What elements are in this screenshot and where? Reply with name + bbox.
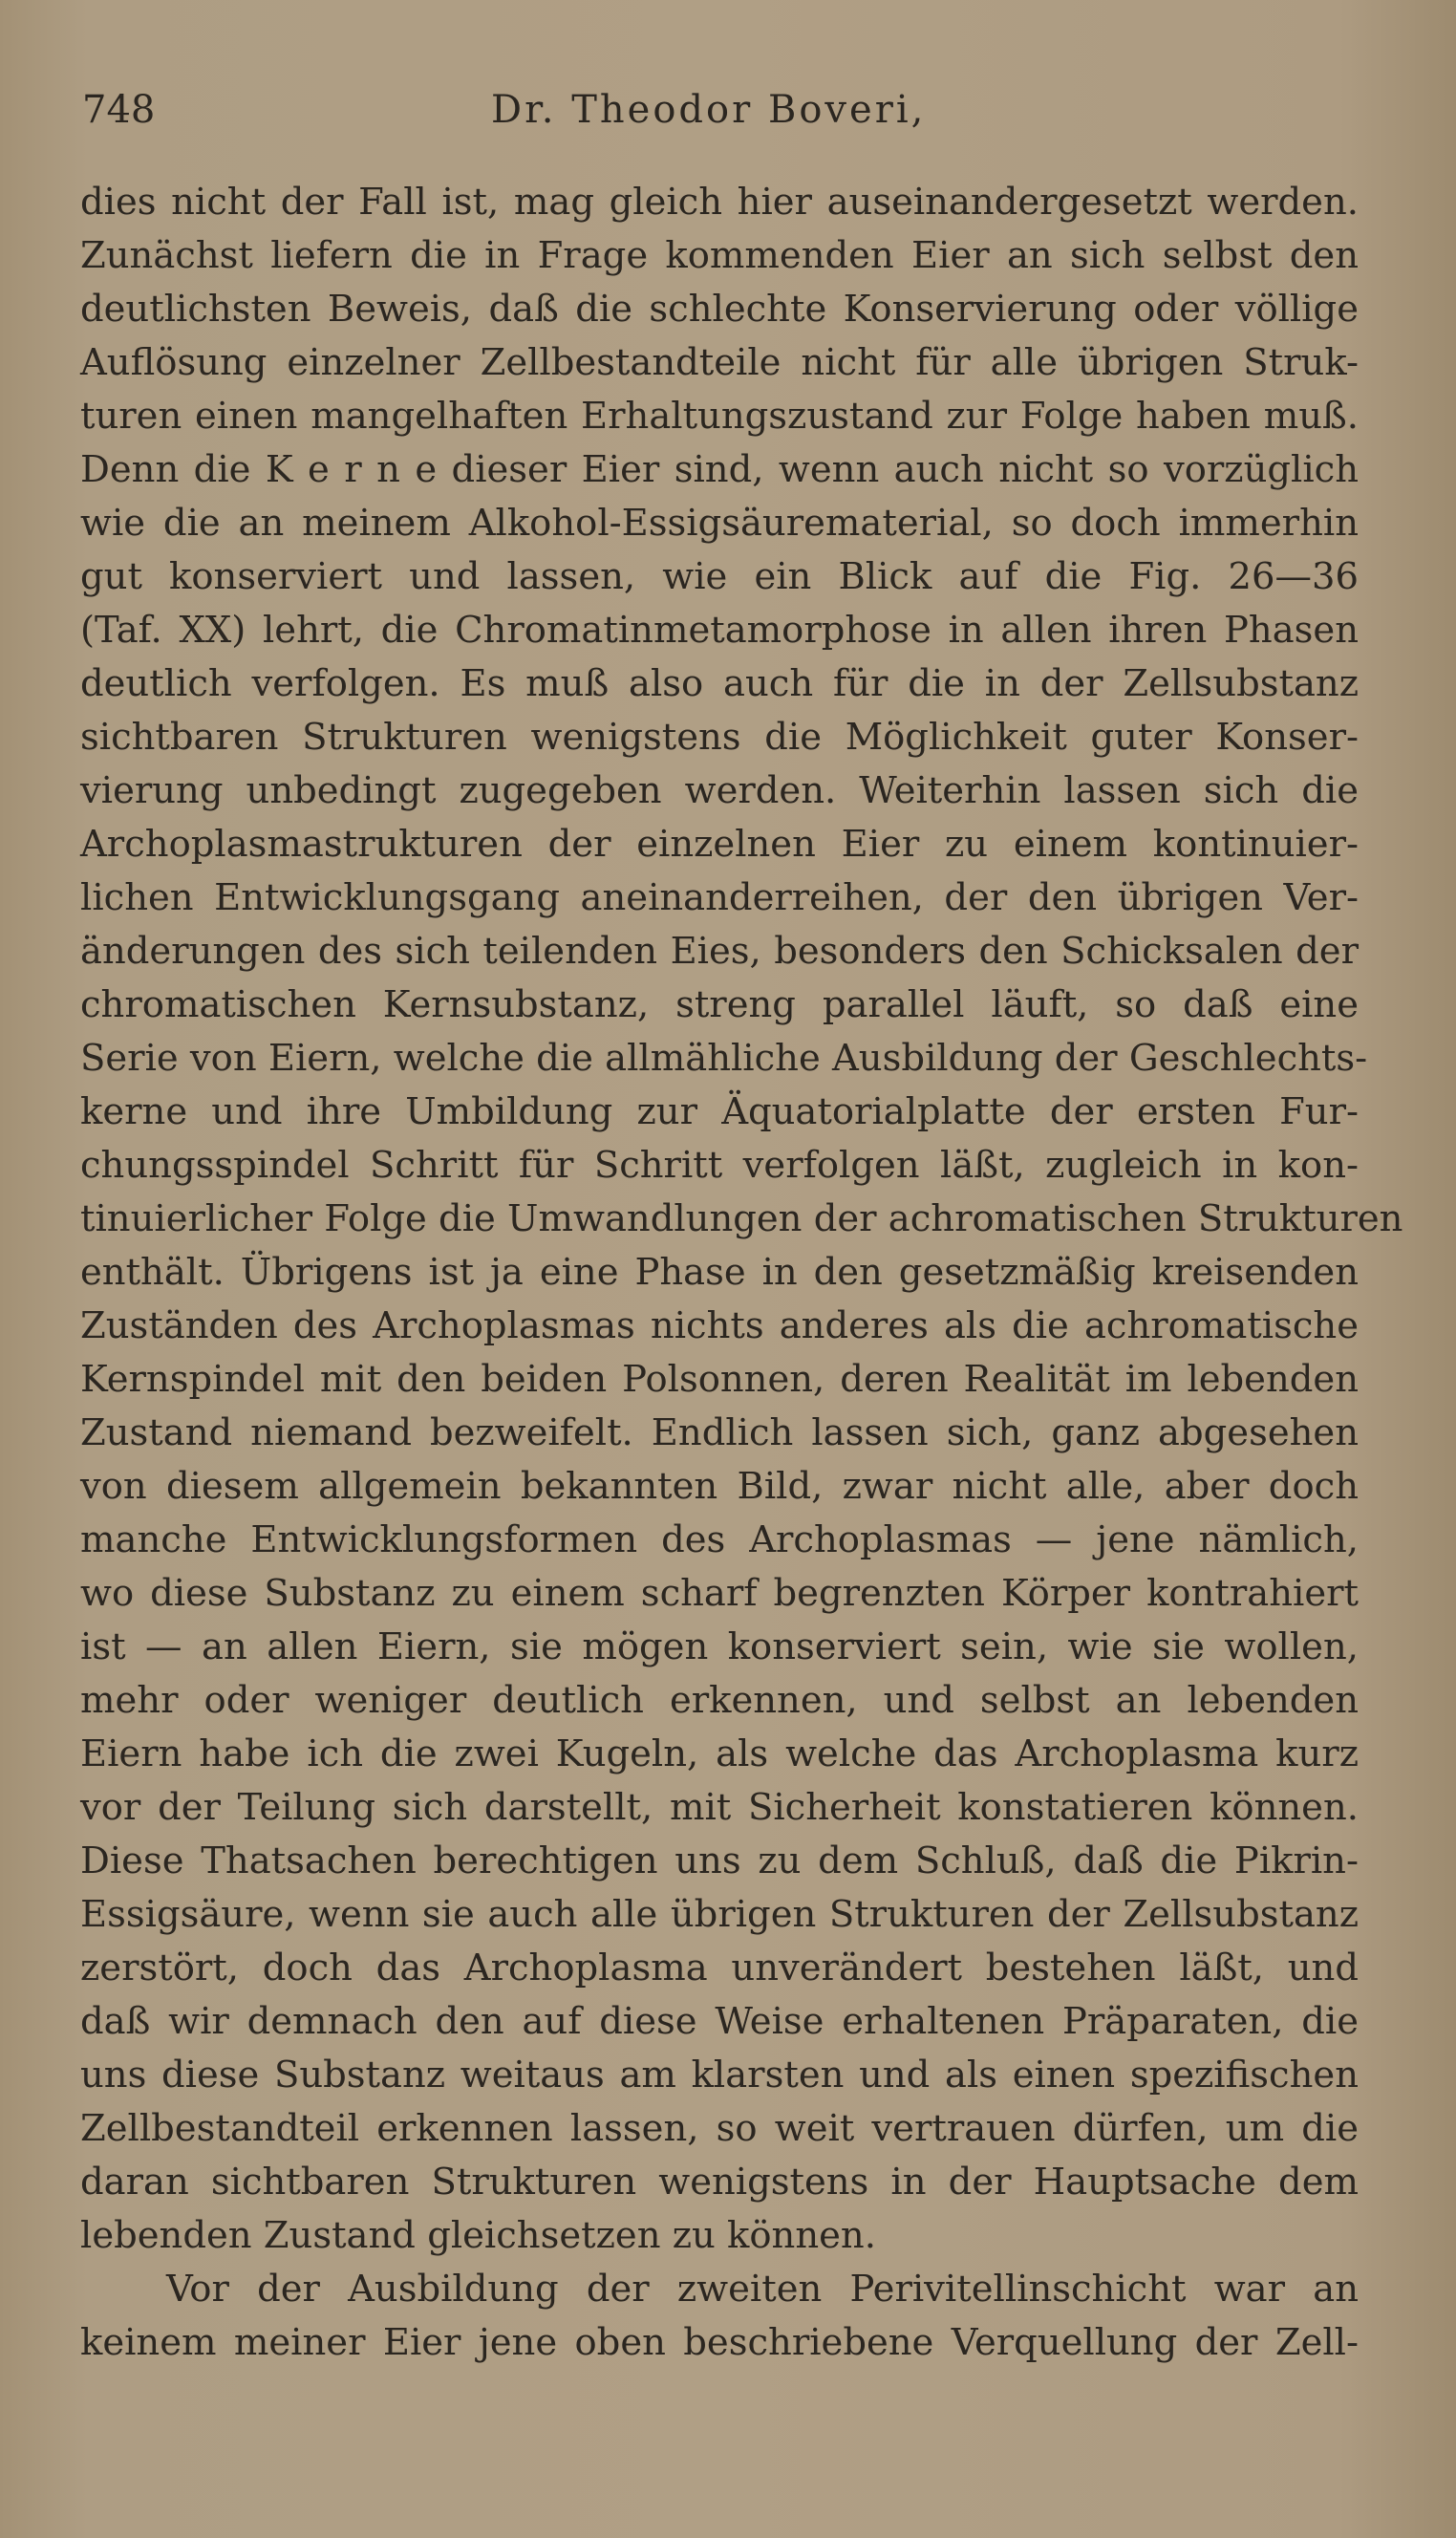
text-line: dies nicht der Fall ist, mag gleich hier auseinandergesetzt werden. <box>80 181 1359 224</box>
text-line: enthält. Übrigens ist ja eine Phase in den gesetzmäßig kreisenden <box>80 1251 1359 1294</box>
text-line: wie die an meinem Alkohol-Essigsäurematerial, so doch immerhin <box>80 502 1359 545</box>
text-line: lichen Entwicklungsgang aneinanderreihen, der den übrigen Ver- <box>80 876 1359 919</box>
text-line: Diese Thatsachen berechtigen uns zu dem Schluß, daß die Pikrin- <box>80 1839 1359 1882</box>
text-line: Kernspindel mit den beiden Polsonnen, deren Realität im lebenden <box>80 1358 1359 1401</box>
text-line: manche Entwicklungsformen des Archoplasmas — jene nämlich, <box>80 1518 1359 1561</box>
text-line: wo diese Substanz zu einem scharf begrenzten Körper kontrahiert <box>80 1572 1359 1615</box>
text-line: (Taf. XX) lehrt, die Chromatinmetamorphose in allen ihren Phasen <box>80 609 1359 652</box>
text-line: von diesem allgemein bekannten Bild, zwar nicht alle, aber doch <box>80 1465 1359 1508</box>
text-line: vor der Teilung sich darstellt, mit Sicherheit konstatieren können. <box>80 1786 1359 1829</box>
text-line: Eiern habe ich die zwei Kugeln, als welche das Archoplasma kurz <box>80 1732 1359 1775</box>
text-line: zerstört, doch das Archoplasma unverändert bestehen läßt, und <box>80 1947 1359 1990</box>
text-line: vierung unbedingt zugegeben werden. Weiterhin lassen sich die <box>80 769 1359 812</box>
text-line: ist — an allen Eiern, sie mögen konserviert sein, wie sie wollen, <box>80 1625 1359 1668</box>
text-line: chungsspindel Schritt für Schritt verfolgen läßt, zugleich in kon- <box>80 1144 1359 1187</box>
text-line: Auflösung einzelner Zellbestandteile nicht für alle übrigen Struk- <box>80 341 1359 384</box>
text-line: änderungen des sich teilenden Eies, besonders den Schicksalen der <box>80 930 1359 973</box>
text-line: tinuierlicher Folge die Umwandlungen der achromatischen Strukturen <box>80 1197 1403 1240</box>
text-line: turen einen mangelhaften Erhaltungszustand zur Folge haben muß. <box>80 395 1359 438</box>
text-line: daß wir demnach den auf diese Weise erhaltenen Präparaten, die <box>80 2000 1359 2043</box>
text-line: Zellbestandteil erkennen lassen, so weit vertrauen dürfen, um die <box>80 2107 1359 2150</box>
text-line: sichtbaren Strukturen wenigstens die Möglichkeit guter Konser- <box>80 716 1359 759</box>
text-line: gut konserviert und lassen, wie ein Blick auf die Fig. 26—36 <box>80 555 1359 598</box>
text-line: uns diese Substanz weitaus am klarsten und als einen spezifischen <box>80 2054 1359 2097</box>
text-line: Denn die K e r n e dieser Eier sind, wenn auch nicht so vorzüglich <box>80 448 1359 491</box>
page-number: 748 <box>82 88 156 132</box>
text-line: mehr oder weniger deutlich erkennen, und selbst an lebenden <box>80 1679 1359 1722</box>
text-line: deutlich verfolgen. Es muß also auch für die in der Zellsubstanz <box>80 662 1359 705</box>
text-line: Serie von Eiern, welche die allmähliche Ausbildung der Geschlechts- <box>80 1037 1368 1080</box>
text-line: Zuständen des Archoplasmas nichts anderes als die achromatische <box>80 1304 1359 1347</box>
page-header <box>82 88 1362 145</box>
text-line: Essigsäure, wenn sie auch alle übrigen Strukturen der Zellsubstanz <box>80 1893 1359 1936</box>
body-text <box>80 176 1403 2370</box>
text-line: Vor der Ausbildung der zweiten Perivitellinschicht war an <box>166 2268 1359 2311</box>
text-line: Zunächst liefern die in Frage kommenden Eier an sich selbst den <box>80 234 1359 277</box>
text-line: Zustand niemand bezweifelt. Endlich lassen sich, ganz abgesehen <box>80 1411 1359 1454</box>
text-line: keinem meiner Eier jene oben beschriebene Verquellung der Zell- <box>80 2321 1359 2364</box>
text-line: kerne und ihre Umbildung zur Äquatorialplatte der ersten Fur- <box>80 1090 1359 1133</box>
text-line: daran sichtbaren Strukturen wenigstens in der Hauptsache dem <box>80 2161 1359 2204</box>
text-line: chromatischen Kernsubstanz, streng parallel läuft, so daß eine <box>80 983 1359 1026</box>
text-line: lebenden Zustand gleichsetzen zu können. <box>80 2214 876 2257</box>
text-line: Archoplasmastrukturen der einzelnen Eier zu einem kontinuier- <box>80 823 1359 866</box>
running-head: Dr. Theodor Boveri, <box>491 88 927 132</box>
text-line: deutlichsten Beweis, daß die schlechte Konservierung oder völlige <box>80 288 1359 331</box>
